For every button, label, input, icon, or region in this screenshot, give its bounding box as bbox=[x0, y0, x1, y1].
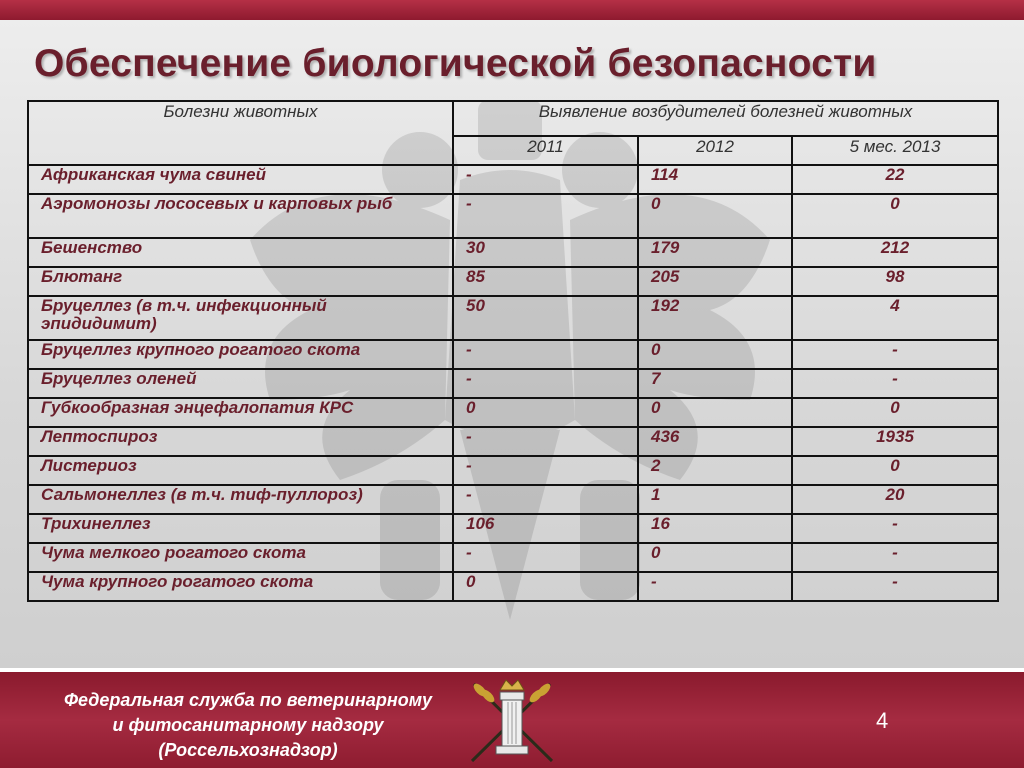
value-2013-cell: 4 bbox=[792, 296, 998, 340]
detection-column-header: Выявление возбудителей болезней животных bbox=[453, 101, 998, 136]
value-2013-cell: 0 bbox=[792, 398, 998, 427]
value-2013-cell: - bbox=[792, 514, 998, 543]
value-2012-cell: 0 bbox=[638, 398, 792, 427]
table-row bbox=[28, 398, 998, 427]
value-2011-cell: 0 bbox=[453, 572, 638, 601]
disease-name-cell: Африканская чума свиней bbox=[28, 165, 453, 194]
value-2012-cell: 2 bbox=[638, 456, 792, 485]
value-2011-cell: - bbox=[453, 165, 638, 194]
value-2011-cell: 0 bbox=[453, 398, 638, 427]
disease-name-cell: Чума мелкого рогатого скота bbox=[28, 543, 453, 572]
value-2011-cell: - bbox=[453, 543, 638, 572]
disease-name-cell: Трихинеллез bbox=[28, 514, 453, 543]
value-2013-cell: 1935 bbox=[792, 427, 998, 456]
year-header-2013: 5 мес. 2013 bbox=[792, 136, 998, 165]
table-row bbox=[28, 165, 998, 194]
value-2011-cell: - bbox=[453, 369, 638, 398]
value-2012-cell: - bbox=[638, 572, 792, 601]
footer bbox=[0, 672, 1024, 768]
top-accent-bar bbox=[0, 0, 1024, 20]
value-2012-cell: 114 bbox=[638, 165, 792, 194]
value-2011-cell: 50 bbox=[453, 296, 638, 340]
page-number: 4 bbox=[876, 708, 889, 733]
value-2013-cell: 212 bbox=[792, 238, 998, 267]
value-2013-cell: - bbox=[792, 340, 998, 369]
disease-name-cell: Бруцеллез (в т.ч. инфекционный эпидидимит) bbox=[28, 296, 453, 340]
value-2012-cell: 7 bbox=[638, 369, 792, 398]
value-2011-cell: 85 bbox=[453, 267, 638, 296]
disease-name-cell: Сальмонеллез (в т.ч. тиф-пуллороз) bbox=[28, 485, 453, 514]
value-2013-cell: 0 bbox=[792, 456, 998, 485]
table-row bbox=[28, 427, 998, 456]
value-2011-cell: - bbox=[453, 456, 638, 485]
table-row bbox=[28, 572, 998, 601]
organization-line-3: (Россельхознадзор) bbox=[158, 740, 338, 760]
value-2013-cell: 22 bbox=[792, 165, 998, 194]
table-row bbox=[28, 194, 998, 238]
disease-name-cell: Аэромонозы лососевых и карповых рыб bbox=[28, 194, 453, 238]
value-2013-cell: 98 bbox=[792, 267, 998, 296]
table-body bbox=[28, 165, 998, 601]
value-2013-cell: - bbox=[792, 572, 998, 601]
value-2011-cell: 30 bbox=[453, 238, 638, 267]
value-2012-cell: 205 bbox=[638, 267, 792, 296]
disease-name-cell: Блютанг bbox=[28, 267, 453, 296]
year-header-2012: 2012 bbox=[638, 136, 792, 165]
disease-name-cell: Бешенство bbox=[28, 238, 453, 267]
table-row bbox=[28, 369, 998, 398]
organization-line-1: Федеральная служба по ветеринарному bbox=[63, 690, 433, 710]
year-header-2011: 2011 bbox=[453, 136, 638, 165]
value-2011-cell: 106 bbox=[453, 514, 638, 543]
table-row bbox=[28, 543, 998, 572]
disease-name-cell: Чума крупного рогатого скота bbox=[28, 572, 453, 601]
rosselkhoznadzor-emblem-icon bbox=[462, 676, 562, 766]
value-2012-cell: 16 bbox=[638, 514, 792, 543]
value-2011-cell: - bbox=[453, 340, 638, 369]
value-2011-cell: - bbox=[453, 194, 638, 238]
diseases-column-header: Болезни животных bbox=[28, 101, 453, 165]
table-row bbox=[28, 514, 998, 543]
value-2012-cell: 0 bbox=[638, 340, 792, 369]
value-2012-cell: 0 bbox=[638, 543, 792, 572]
value-2011-cell: - bbox=[453, 485, 638, 514]
value-2012-cell: 0 bbox=[638, 194, 792, 238]
page-title: Обеспечение биологической безопасности bbox=[34, 42, 877, 85]
table-row bbox=[28, 485, 998, 514]
organization-name bbox=[28, 688, 468, 763]
value-2012-cell: 179 bbox=[638, 238, 792, 267]
disease-detection-table bbox=[27, 100, 999, 602]
table-row bbox=[28, 267, 998, 296]
value-2012-cell: 436 bbox=[638, 427, 792, 456]
value-2011-cell: - bbox=[453, 427, 638, 456]
disease-name-cell: Бруцеллез оленей bbox=[28, 369, 453, 398]
table-row bbox=[28, 340, 998, 369]
value-2013-cell: - bbox=[792, 543, 998, 572]
value-2013-cell: - bbox=[792, 369, 998, 398]
disease-name-cell: Бруцеллез крупного рогатого скота bbox=[28, 340, 453, 369]
table-row bbox=[28, 238, 998, 267]
disease-name-cell: Листериоз bbox=[28, 456, 453, 485]
disease-name-cell: Лептоспироз bbox=[28, 427, 453, 456]
value-2012-cell: 192 bbox=[638, 296, 792, 340]
table-row bbox=[28, 296, 998, 340]
value-2012-cell: 1 bbox=[638, 485, 792, 514]
disease-name-cell: Губкообразная энцефалопатия КРС bbox=[28, 398, 453, 427]
table-row bbox=[28, 456, 998, 485]
organization-line-2: и фитосанитарному надзору bbox=[112, 715, 384, 735]
value-2013-cell: 0 bbox=[792, 194, 998, 238]
value-2013-cell: 20 bbox=[792, 485, 998, 514]
